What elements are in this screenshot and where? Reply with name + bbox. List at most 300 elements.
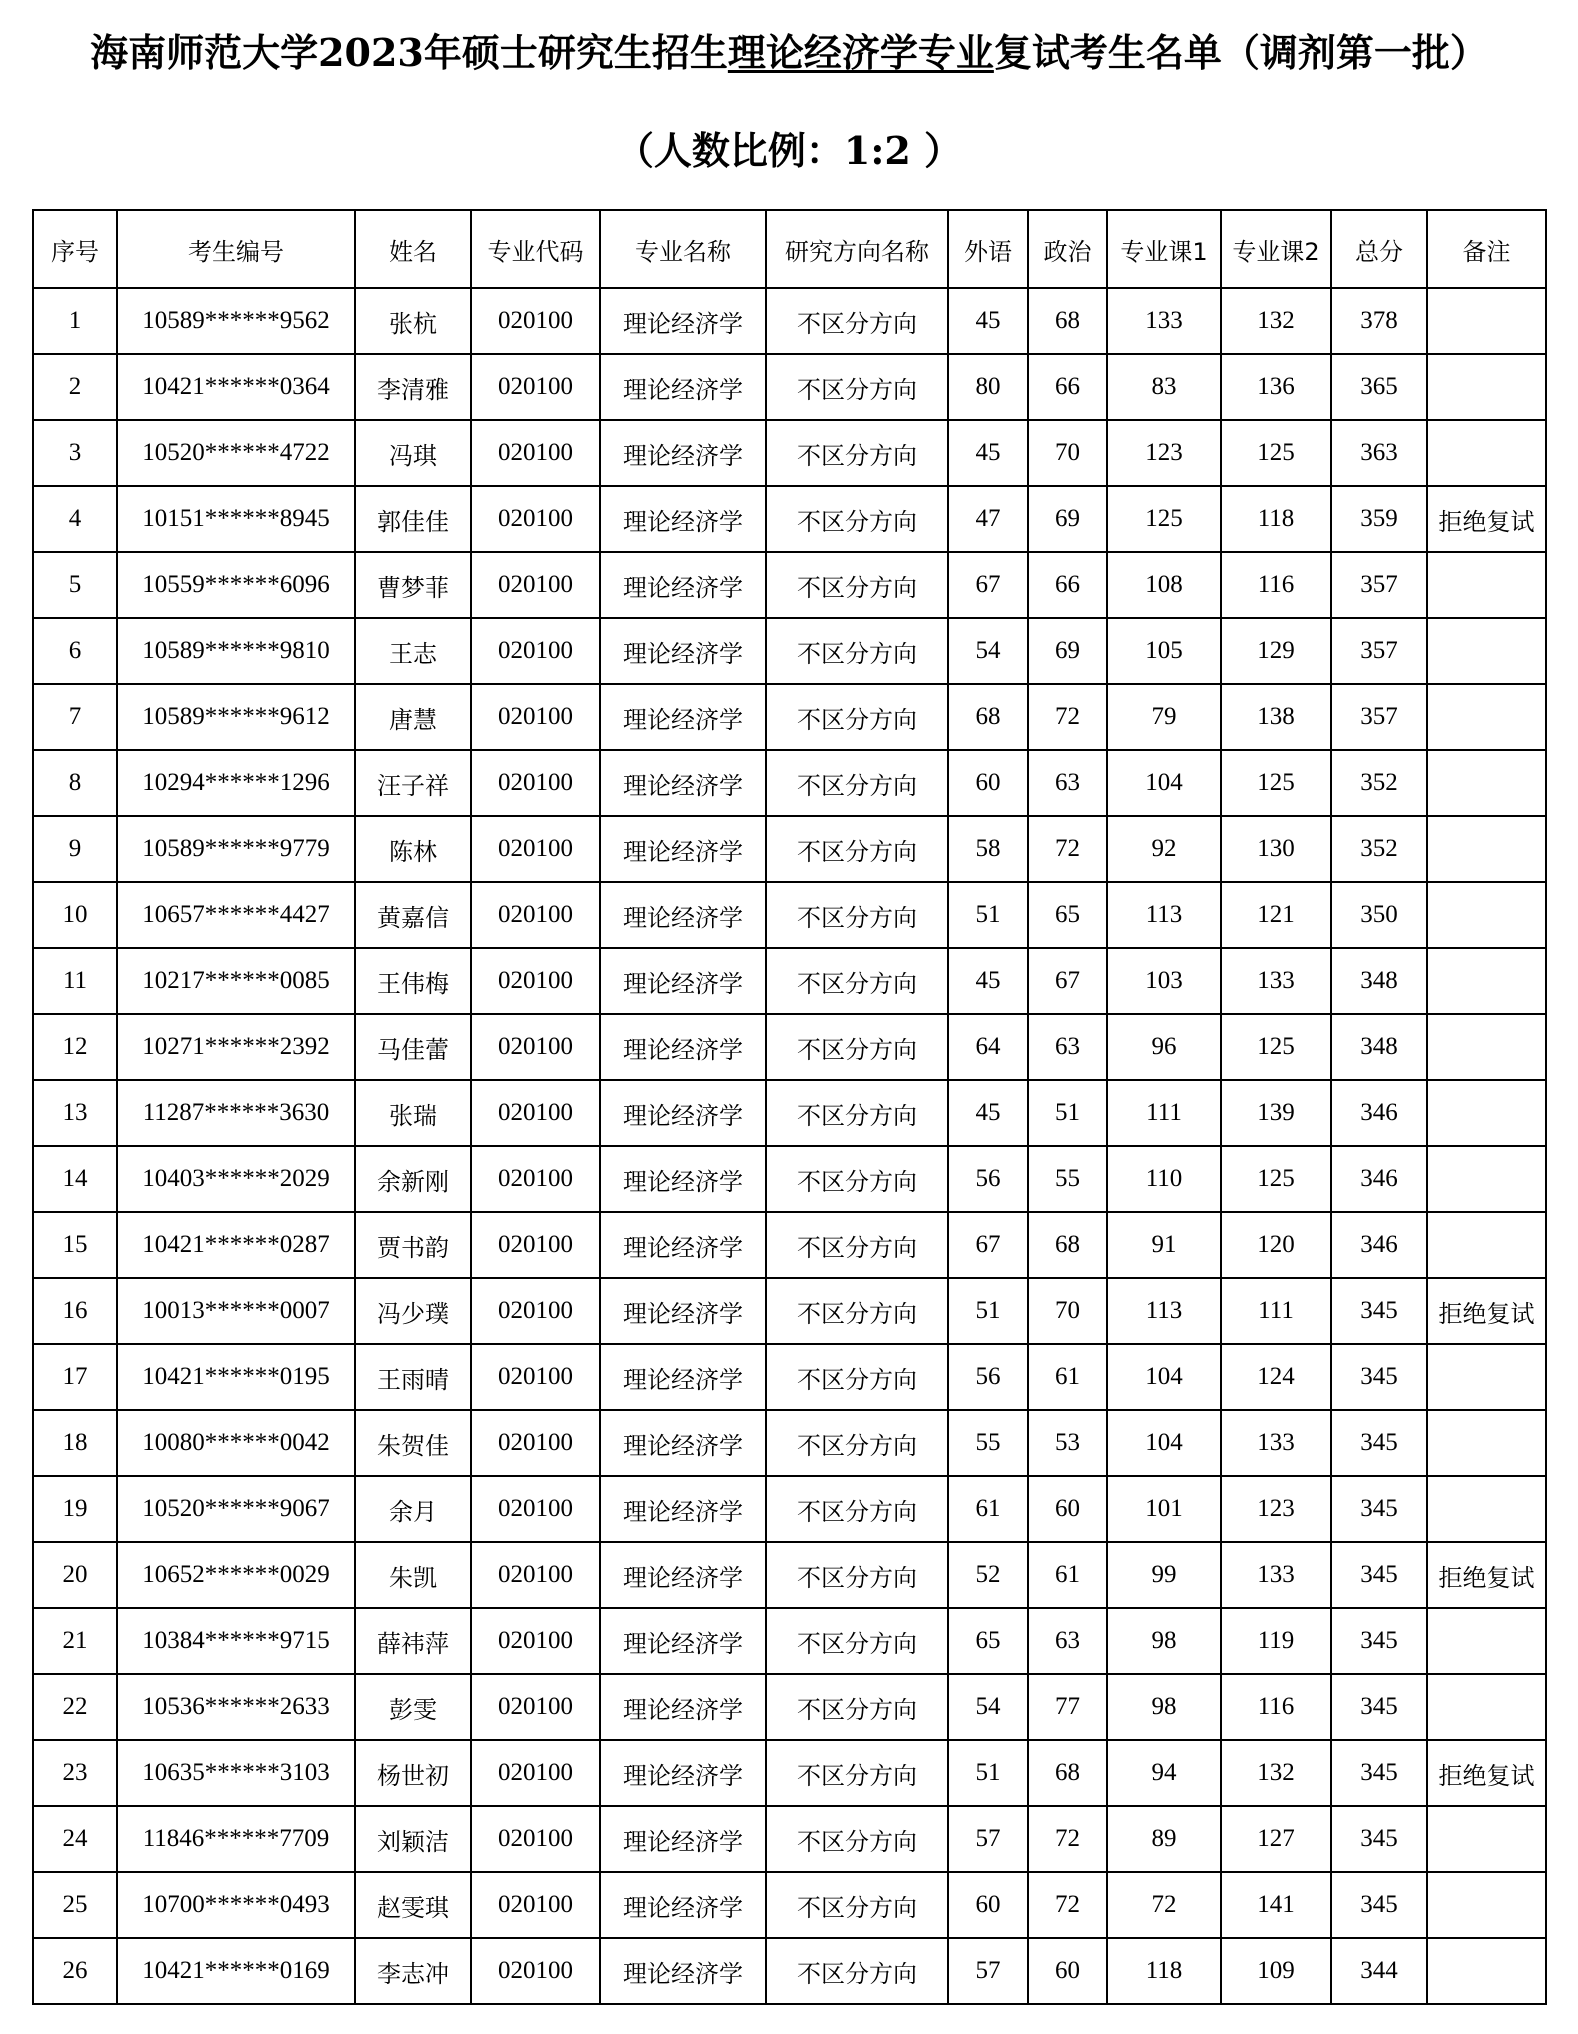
cell-course2: 133 (1221, 1542, 1331, 1608)
cell-course1: 99 (1107, 1542, 1221, 1608)
cell-politics: 72 (1028, 684, 1107, 750)
cell-major-name: 理论经济学 (600, 420, 766, 486)
cell-total: 345 (1331, 1410, 1427, 1476)
cell-direction: 不区分方向 (766, 420, 948, 486)
cell-name: 汪子祥 (355, 750, 471, 816)
cell-politics: 65 (1028, 882, 1107, 948)
cell-total: 365 (1331, 354, 1427, 420)
cell-exam-id: 10421******0364 (117, 354, 355, 420)
cell-name: 唐慧 (355, 684, 471, 750)
cell-exam-id: 10635******3103 (117, 1740, 355, 1806)
cell-direction: 不区分方向 (766, 882, 948, 948)
cell-total: 345 (1331, 1476, 1427, 1542)
cell-total: 357 (1331, 552, 1427, 618)
cell-seq: 20 (33, 1542, 117, 1608)
cell-major-name: 理论经济学 (600, 552, 766, 618)
cell-seq: 5 (33, 552, 117, 618)
cell-politics: 63 (1028, 1014, 1107, 1080)
cell-direction: 不区分方向 (766, 1080, 948, 1146)
cell-exam-id: 10520******4722 (117, 420, 355, 486)
cell-course2: 139 (1221, 1080, 1331, 1146)
cell-exam-id: 10700******0493 (117, 1872, 355, 1938)
cell-exam-id: 10421******0287 (117, 1212, 355, 1278)
cell-remark (1427, 420, 1546, 486)
cell-major-name: 理论经济学 (600, 882, 766, 948)
cell-remark (1427, 1608, 1546, 1674)
cell-total: 350 (1331, 882, 1427, 948)
cell-major-name: 理论经济学 (600, 684, 766, 750)
cell-course2: 138 (1221, 684, 1331, 750)
cell-politics: 51 (1028, 1080, 1107, 1146)
cell-course2: 125 (1221, 1014, 1331, 1080)
cell-course2: 109 (1221, 1938, 1331, 2004)
cell-seq: 8 (33, 750, 117, 816)
cell-foreign-language: 56 (948, 1344, 1028, 1410)
cell-major-name: 理论经济学 (600, 486, 766, 552)
cell-exam-id: 10589******9612 (117, 684, 355, 750)
cell-major-name: 理论经济学 (600, 750, 766, 816)
cell-foreign-language: 52 (948, 1542, 1028, 1608)
table-row (33, 1146, 1546, 1212)
cell-total: 346 (1331, 1146, 1427, 1212)
cell-course2: 125 (1221, 750, 1331, 816)
table-row (33, 552, 1546, 618)
table-row (33, 948, 1546, 1014)
cell-major-name: 理论经济学 (600, 1872, 766, 1938)
cell-course2: 120 (1221, 1212, 1331, 1278)
cell-name: 贾书韵 (355, 1212, 471, 1278)
cell-course1: 103 (1107, 948, 1221, 1014)
cell-politics: 77 (1028, 1674, 1107, 1740)
cell-course2: 130 (1221, 816, 1331, 882)
cell-seq: 24 (33, 1806, 117, 1872)
column-header-direction: 研究方向名称 (766, 210, 948, 288)
cell-exam-id: 10589******9562 (117, 288, 355, 354)
cell-course2: 133 (1221, 948, 1331, 1014)
cell-exam-id: 10652******0029 (117, 1542, 355, 1608)
cell-direction: 不区分方向 (766, 1476, 948, 1542)
cell-foreign-language: 54 (948, 618, 1028, 684)
cell-name: 李清雅 (355, 354, 471, 420)
cell-remark: 拒绝复试 (1427, 1740, 1546, 1806)
cell-course2: 116 (1221, 1674, 1331, 1740)
cell-total: 345 (1331, 1674, 1427, 1740)
cell-remark (1427, 1872, 1546, 1938)
cell-remark: 拒绝复试 (1427, 1278, 1546, 1344)
cell-exam-id: 10536******2633 (117, 1674, 355, 1740)
cell-seq: 2 (33, 354, 117, 420)
cell-remark (1427, 1674, 1546, 1740)
column-header-foreign-language: 外语 (948, 210, 1028, 288)
cell-major-code: 020100 (471, 1608, 600, 1674)
cell-course1: 98 (1107, 1608, 1221, 1674)
cell-direction: 不区分方向 (766, 288, 948, 354)
cell-course1: 105 (1107, 618, 1221, 684)
column-header-total: 总分 (1331, 210, 1427, 288)
cell-direction: 不区分方向 (766, 1278, 948, 1344)
cell-major-name: 理论经济学 (600, 1146, 766, 1212)
cell-seq: 6 (33, 618, 117, 684)
cell-foreign-language: 80 (948, 354, 1028, 420)
cell-seq: 22 (33, 1674, 117, 1740)
cell-seq: 3 (33, 420, 117, 486)
cell-seq: 19 (33, 1476, 117, 1542)
cell-direction: 不区分方向 (766, 816, 948, 882)
table-row (33, 1014, 1546, 1080)
cell-course1: 94 (1107, 1740, 1221, 1806)
cell-direction: 不区分方向 (766, 948, 948, 1014)
cell-course1: 104 (1107, 1410, 1221, 1476)
cell-direction: 不区分方向 (766, 1872, 948, 1938)
cell-total: 363 (1331, 420, 1427, 486)
cell-name: 朱贺佳 (355, 1410, 471, 1476)
cell-total: 345 (1331, 1542, 1427, 1608)
cell-remark (1427, 948, 1546, 1014)
cell-course1: 125 (1107, 486, 1221, 552)
cell-major-name: 理论经济学 (600, 816, 766, 882)
table-row (33, 1476, 1546, 1542)
cell-politics: 68 (1028, 288, 1107, 354)
cell-total: 346 (1331, 1212, 1427, 1278)
cell-total: 357 (1331, 684, 1427, 750)
cell-remark (1427, 1806, 1546, 1872)
cell-name: 曹梦菲 (355, 552, 471, 618)
cell-politics: 61 (1028, 1542, 1107, 1608)
cell-major-code: 020100 (471, 684, 600, 750)
cell-course2: 136 (1221, 354, 1331, 420)
cell-foreign-language: 60 (948, 1872, 1028, 1938)
cell-course2: 127 (1221, 1806, 1331, 1872)
cell-foreign-language: 47 (948, 486, 1028, 552)
cell-name: 陈林 (355, 816, 471, 882)
cell-total: 352 (1331, 816, 1427, 882)
cell-seq: 10 (33, 882, 117, 948)
cell-major-code: 020100 (471, 552, 600, 618)
cell-total: 357 (1331, 618, 1427, 684)
cell-seq: 25 (33, 1872, 117, 1938)
cell-major-name: 理论经济学 (600, 1674, 766, 1740)
title-major: 理论经济学专业 (727, 30, 994, 75)
cell-politics: 70 (1028, 420, 1107, 486)
cell-seq: 17 (33, 1344, 117, 1410)
cell-exam-id: 10589******9779 (117, 816, 355, 882)
cell-name: 朱凯 (355, 1542, 471, 1608)
table-row (33, 1344, 1546, 1410)
cell-major-code: 020100 (471, 1542, 600, 1608)
cell-exam-id: 10271******2392 (117, 1014, 355, 1080)
cell-major-code: 020100 (471, 288, 600, 354)
cell-direction: 不区分方向 (766, 1674, 948, 1740)
cell-foreign-language: 57 (948, 1806, 1028, 1872)
cell-foreign-language: 67 (948, 552, 1028, 618)
table-row (33, 816, 1546, 882)
title-part1: 海南师范大学2023年硕士研究生招生 (90, 30, 728, 75)
cell-course1: 96 (1107, 1014, 1221, 1080)
cell-major-name: 理论经济学 (600, 1278, 766, 1344)
cell-remark (1427, 1212, 1546, 1278)
cell-major-code: 020100 (471, 1806, 600, 1872)
cell-exam-id: 10403******2029 (117, 1146, 355, 1212)
cell-exam-id: 10080******0042 (117, 1410, 355, 1476)
cell-total: 346 (1331, 1080, 1427, 1146)
cell-seq: 16 (33, 1278, 117, 1344)
cell-seq: 23 (33, 1740, 117, 1806)
cell-seq: 26 (33, 1938, 117, 2004)
cell-course1: 111 (1107, 1080, 1221, 1146)
cell-remark (1427, 1146, 1546, 1212)
cell-foreign-language: 51 (948, 1278, 1028, 1344)
column-header-major-code: 专业代码 (471, 210, 600, 288)
cell-politics: 63 (1028, 1608, 1107, 1674)
cell-name: 黄嘉信 (355, 882, 471, 948)
cell-major-code: 020100 (471, 1938, 600, 2004)
cell-exam-id: 11287******3630 (117, 1080, 355, 1146)
cell-name: 王志 (355, 618, 471, 684)
cell-politics: 66 (1028, 354, 1107, 420)
column-header-remark: 备注 (1427, 210, 1546, 288)
cell-direction: 不区分方向 (766, 552, 948, 618)
cell-seq: 12 (33, 1014, 117, 1080)
cell-foreign-language: 45 (948, 288, 1028, 354)
cell-course2: 125 (1221, 420, 1331, 486)
cell-course2: 132 (1221, 288, 1331, 354)
table-row (33, 1608, 1546, 1674)
cell-direction: 不区分方向 (766, 486, 948, 552)
cell-direction: 不区分方向 (766, 1344, 948, 1410)
cell-major-code: 020100 (471, 1080, 600, 1146)
cell-total: 352 (1331, 750, 1427, 816)
cell-course2: 119 (1221, 1608, 1331, 1674)
cell-course1: 133 (1107, 288, 1221, 354)
cell-major-name: 理论经济学 (600, 1014, 766, 1080)
cell-exam-id: 10384******9715 (117, 1608, 355, 1674)
cell-major-code: 020100 (471, 1278, 600, 1344)
cell-direction: 不区分方向 (766, 618, 948, 684)
cell-course1: 123 (1107, 420, 1221, 486)
table-row (33, 882, 1546, 948)
column-header-politics: 政治 (1028, 210, 1107, 288)
cell-exam-id: 11846******7709 (117, 1806, 355, 1872)
cell-foreign-language: 58 (948, 816, 1028, 882)
cell-major-code: 020100 (471, 1476, 600, 1542)
table-row (33, 1080, 1546, 1146)
cell-politics: 69 (1028, 618, 1107, 684)
cell-major-code: 020100 (471, 1740, 600, 1806)
cell-course2: 129 (1221, 618, 1331, 684)
cell-name: 刘颖洁 (355, 1806, 471, 1872)
table-row (33, 1740, 1546, 1806)
cell-seq: 1 (33, 288, 117, 354)
cell-major-code: 020100 (471, 948, 600, 1014)
cell-major-name: 理论经济学 (600, 618, 766, 684)
document-subtitle: （人数比例：1:2 ） (615, 128, 963, 173)
column-header-course1: 专业课1 (1107, 210, 1221, 288)
cell-course1: 89 (1107, 1806, 1221, 1872)
table-row (33, 1674, 1546, 1740)
cell-direction: 不区分方向 (766, 1146, 948, 1212)
cell-name: 冯少璞 (355, 1278, 471, 1344)
cell-major-name: 理论经济学 (600, 1542, 766, 1608)
cell-name: 余月 (355, 1476, 471, 1542)
cell-major-code: 020100 (471, 882, 600, 948)
cell-politics: 55 (1028, 1146, 1107, 1212)
cell-total: 344 (1331, 1938, 1427, 2004)
cell-seq: 15 (33, 1212, 117, 1278)
column-header-name: 姓名 (355, 210, 471, 288)
cell-total: 359 (1331, 486, 1427, 552)
cell-course1: 110 (1107, 1146, 1221, 1212)
cell-major-code: 020100 (471, 1014, 600, 1080)
cell-politics: 72 (1028, 816, 1107, 882)
cell-politics: 72 (1028, 1872, 1107, 1938)
cell-foreign-language: 55 (948, 1410, 1028, 1476)
cell-major-code: 020100 (471, 1674, 600, 1740)
cell-politics: 68 (1028, 1212, 1107, 1278)
cell-course1: 101 (1107, 1476, 1221, 1542)
cell-foreign-language: 45 (948, 420, 1028, 486)
cell-course1: 79 (1107, 684, 1221, 750)
cell-remark: 拒绝复试 (1427, 1542, 1546, 1608)
cell-direction: 不区分方向 (766, 1542, 948, 1608)
cell-remark (1427, 1344, 1546, 1410)
table-header-row (33, 210, 1546, 288)
cell-course2: 118 (1221, 486, 1331, 552)
cell-remark (1427, 750, 1546, 816)
cell-total: 345 (1331, 1344, 1427, 1410)
table-row (33, 1806, 1546, 1872)
cell-foreign-language: 54 (948, 1674, 1028, 1740)
cell-total: 378 (1331, 288, 1427, 354)
cell-politics: 63 (1028, 750, 1107, 816)
cell-total: 345 (1331, 1608, 1427, 1674)
cell-foreign-language: 60 (948, 750, 1028, 816)
cell-remark (1427, 816, 1546, 882)
cell-remark (1427, 288, 1546, 354)
cell-course1: 98 (1107, 1674, 1221, 1740)
cell-remark (1427, 1014, 1546, 1080)
cell-politics: 60 (1028, 1476, 1107, 1542)
cell-major-code: 020100 (471, 618, 600, 684)
cell-total: 345 (1331, 1740, 1427, 1806)
cell-total: 345 (1331, 1872, 1427, 1938)
cell-seq: 11 (33, 948, 117, 1014)
cell-foreign-language: 56 (948, 1146, 1028, 1212)
cell-foreign-language: 61 (948, 1476, 1028, 1542)
cell-total: 345 (1331, 1806, 1427, 1872)
cell-name: 薛祎萍 (355, 1608, 471, 1674)
cell-name: 马佳蕾 (355, 1014, 471, 1080)
cell-remark (1427, 1080, 1546, 1146)
cell-foreign-language: 57 (948, 1938, 1028, 2004)
cell-name: 余新刚 (355, 1146, 471, 1212)
cell-major-code: 020100 (471, 750, 600, 816)
cell-course1: 104 (1107, 750, 1221, 816)
cell-direction: 不区分方向 (766, 1410, 948, 1476)
cell-remark (1427, 1476, 1546, 1542)
cell-foreign-language: 67 (948, 1212, 1028, 1278)
cell-foreign-language: 51 (948, 1740, 1028, 1806)
cell-remark (1427, 354, 1546, 420)
table-row (33, 618, 1546, 684)
table-row (33, 1542, 1546, 1608)
cell-direction: 不区分方向 (766, 354, 948, 420)
cell-exam-id: 10589******9810 (117, 618, 355, 684)
table-row (33, 750, 1546, 816)
cell-exam-id: 10151******8945 (117, 486, 355, 552)
cell-seq: 21 (33, 1608, 117, 1674)
cell-politics: 66 (1028, 552, 1107, 618)
cell-foreign-language: 51 (948, 882, 1028, 948)
cell-name: 杨世初 (355, 1740, 471, 1806)
cell-exam-id: 10421******0195 (117, 1344, 355, 1410)
column-header-seq: 序号 (33, 210, 117, 288)
cell-major-code: 020100 (471, 486, 600, 552)
cell-remark (1427, 1410, 1546, 1476)
cell-major-code: 020100 (471, 420, 600, 486)
cell-name: 张瑞 (355, 1080, 471, 1146)
cell-course2: 125 (1221, 1146, 1331, 1212)
cell-politics: 60 (1028, 1938, 1107, 2004)
cell-course1: 91 (1107, 1212, 1221, 1278)
cell-politics: 69 (1028, 486, 1107, 552)
cell-seq: 9 (33, 816, 117, 882)
cell-major-name: 理论经济学 (600, 1740, 766, 1806)
cell-politics: 61 (1028, 1344, 1107, 1410)
cell-exam-id: 10657******4427 (117, 882, 355, 948)
cell-course2: 141 (1221, 1872, 1331, 1938)
cell-exam-id: 10013******0007 (117, 1278, 355, 1344)
table-row (33, 354, 1546, 420)
cell-major-name: 理论经济学 (600, 1410, 766, 1476)
cell-politics: 72 (1028, 1806, 1107, 1872)
table-row (33, 288, 1546, 354)
cell-direction: 不区分方向 (766, 1938, 948, 2004)
table-row (33, 1212, 1546, 1278)
cell-direction: 不区分方向 (766, 1806, 948, 1872)
cell-direction: 不区分方向 (766, 1608, 948, 1674)
cell-exam-id: 10217******0085 (117, 948, 355, 1014)
cell-direction: 不区分方向 (766, 1740, 948, 1806)
cell-course1: 104 (1107, 1344, 1221, 1410)
cell-direction: 不区分方向 (766, 1212, 948, 1278)
cell-course2: 133 (1221, 1410, 1331, 1476)
cell-remark (1427, 618, 1546, 684)
cell-major-name: 理论经济学 (600, 1344, 766, 1410)
cell-seq: 13 (33, 1080, 117, 1146)
cell-exam-id: 10520******9067 (117, 1476, 355, 1542)
candidate-table (32, 209, 1547, 2005)
table-row (33, 1938, 1546, 2004)
cell-foreign-language: 68 (948, 684, 1028, 750)
cell-politics: 70 (1028, 1278, 1107, 1344)
cell-major-code: 020100 (471, 1146, 600, 1212)
cell-course1: 113 (1107, 882, 1221, 948)
cell-remark (1427, 1938, 1546, 2004)
cell-course2: 111 (1221, 1278, 1331, 1344)
table-row (33, 1410, 1546, 1476)
table-row (33, 1278, 1546, 1344)
cell-exam-id: 10559******6096 (117, 552, 355, 618)
cell-name: 李志冲 (355, 1938, 471, 2004)
cell-course1: 72 (1107, 1872, 1221, 1938)
cell-course2: 121 (1221, 882, 1331, 948)
cell-foreign-language: 64 (948, 1014, 1028, 1080)
cell-seq: 14 (33, 1146, 117, 1212)
cell-foreign-language: 65 (948, 1608, 1028, 1674)
cell-major-name: 理论经济学 (600, 1608, 766, 1674)
cell-major-code: 020100 (471, 1410, 600, 1476)
table-row (33, 420, 1546, 486)
